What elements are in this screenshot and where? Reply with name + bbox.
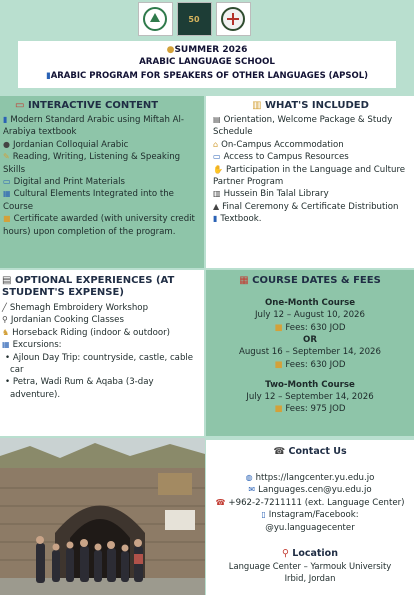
mobile-icon: ▯ [261, 510, 266, 520]
book-icon: ▮ [213, 214, 218, 224]
book-icon: ▮ [46, 71, 51, 81]
header-season: ●SUMMER 2026 [166, 45, 248, 55]
list-item: ╱ Shemagh Embroidery Workshop [2, 303, 149, 313]
needle-icon: ╱ [2, 303, 7, 312]
sun-icon: ● [166, 45, 175, 55]
one-month-date-1: July 12 – August 10, 2026 [255, 310, 365, 321]
money-icon: ■ [274, 359, 286, 370]
list-item: ▮ Modern Standard Arabic using Miftah Al-Arabiya textbook [3, 115, 184, 138]
or-separator: OR [303, 334, 317, 345]
globe-icon: ◍ [245, 473, 253, 482]
certificate-icon: ■ [3, 214, 11, 224]
two-month-fee: ■ Fees: 975 JOD [274, 404, 346, 415]
program-header [18, 41, 396, 88]
group-photo [0, 438, 205, 595]
optional-experiences-panel [0, 270, 204, 436]
phone-icon: ☎ [273, 446, 289, 457]
interactive-content-title: ▭ INTERACTIVE CONTENT [15, 100, 159, 111]
list-item: ♞ Horseback Riding (indoor & outdoor) [2, 327, 170, 338]
clipboard-icon: ▤ [2, 275, 15, 286]
list-item: ▭ Digital and Print Materials [3, 177, 125, 188]
header-program: ▮ARABIC PROGRAM FOR SPEAKERS OF OTHER LANGUAGES (APSOL) [46, 71, 368, 81]
money-icon: ■ [274, 404, 286, 415]
graduation-cap-icon: ▲ [213, 201, 220, 211]
interactive-content-panel [0, 96, 204, 268]
house-icon: ⌂ [213, 139, 219, 149]
one-month-title: One-Month Course [264, 298, 356, 308]
contact-panel [206, 440, 414, 595]
list-item: ▲ Final Ceremony & Certificate Distribution [213, 201, 399, 212]
building-icon: ▥ [252, 100, 265, 111]
two-month-title: Two-Month Course [265, 379, 355, 390]
map-icon: ▦ [2, 340, 10, 350]
pencil-icon: ✎ [3, 152, 10, 162]
search-icon: ⚲ [2, 315, 8, 325]
excursions-label: ▦ Excursions: [2, 340, 62, 351]
book-icon: ▮ [3, 115, 8, 124]
whats-included-title: ▥ WHAT'S INCLUDED [252, 100, 369, 111]
list-item: ⌂ On-Campus Accommodation [213, 139, 344, 150]
phone-number[interactable]: ☎ +962-2-7211111 (ext. Language Center) [215, 497, 405, 508]
location-title: ⚲ Location [282, 548, 338, 560]
two-month-date: July 12 – September 14, 2026 [246, 392, 374, 403]
money-icon: ■ [274, 322, 286, 333]
email-link[interactable]: ✉ Languages.cen@yu.edu.jo [248, 485, 372, 496]
handshake-icon: ✋ [213, 164, 223, 174]
list-item: • Petra, Wadi Rum & Aqaba (3-day adventure). [5, 377, 154, 400]
one-month-date-2: August 16 – September 14, 2026 [238, 347, 381, 358]
one-month-fee-2: ■ Fees: 630 JOD [274, 359, 346, 370]
calendar-icon: ▦ [239, 275, 253, 286]
list-item: ▮ Textbook. [213, 214, 262, 225]
envelope-icon: ✉ [248, 485, 256, 495]
speech-icon: ● [3, 139, 10, 149]
location-line-1: Language Center – Yarmouk University [228, 561, 392, 572]
website-link[interactable]: ◍ https://langcenter.yu.edu.jo [245, 473, 375, 483]
language-center-logo [216, 2, 251, 36]
list-item: ▤ Orientation, Welcome Package & Study Schedule [213, 115, 393, 138]
location-line-2: Irbid, Jordan [284, 573, 336, 584]
anniversary-logo [177, 2, 212, 36]
list-item: ⚲ Jordanian Cooking Classes [2, 315, 124, 326]
map-icon: ▦ [3, 189, 11, 199]
list-item: ✎ Reading, Writing, Listening & Speaking Skills [3, 152, 181, 175]
university-crest-icon [142, 6, 168, 32]
list-item: ▦ Cultural Elements Integrated into the Course [3, 189, 174, 212]
pin-icon: ⚲ [282, 548, 293, 560]
screen-icon: ▭ [213, 152, 221, 162]
course-dates-panel [206, 270, 414, 436]
course-dates-title: ▦ COURSE DATES & FEES [239, 275, 381, 286]
list-item: ■ Certificate awarded (with university credit hours) upon completion of the program. [3, 214, 195, 237]
contact-title: ☎ Contact Us [273, 446, 347, 457]
social-link[interactable]: ▯ Instagram/Facebook: @yu.languagecenter [261, 510, 359, 533]
one-month-fee-1: ■ Fees: 630 JOD [274, 322, 346, 333]
horse-icon: ♞ [2, 327, 10, 337]
university-logo [138, 2, 173, 36]
language-center-crest-icon [220, 6, 246, 32]
telephone-icon: ☎ [215, 497, 226, 507]
list-item: ✋ Participation in the Language and Culture Partner Program [213, 164, 406, 188]
optional-experiences-title: ▤ OPTIONAL EXPERIENCES (AT STUDENT'S EXPENSE) [2, 275, 175, 298]
list-item: ▥ Hussein Bin Talal Library [213, 189, 329, 200]
clipboard-icon: ▤ [213, 115, 221, 124]
list-item: ● Jordanian Colloquial Arabic [3, 139, 129, 150]
laptop-icon: ▭ [15, 100, 28, 111]
library-icon: ▥ [213, 189, 221, 199]
whats-included-panel [206, 96, 414, 268]
header-school: ARABIC LANGUAGE SCHOOL [139, 57, 275, 67]
computer-icon: ▭ [3, 177, 11, 187]
castle-group-photo-icon [0, 438, 205, 595]
anniversary-number: 50 [188, 14, 200, 24]
list-item: • Ajloun Day Trip: countryside, castle, cable car [5, 352, 194, 376]
logo-strip [136, 2, 252, 36]
list-item: ▭ Access to Campus Resources [213, 152, 349, 163]
